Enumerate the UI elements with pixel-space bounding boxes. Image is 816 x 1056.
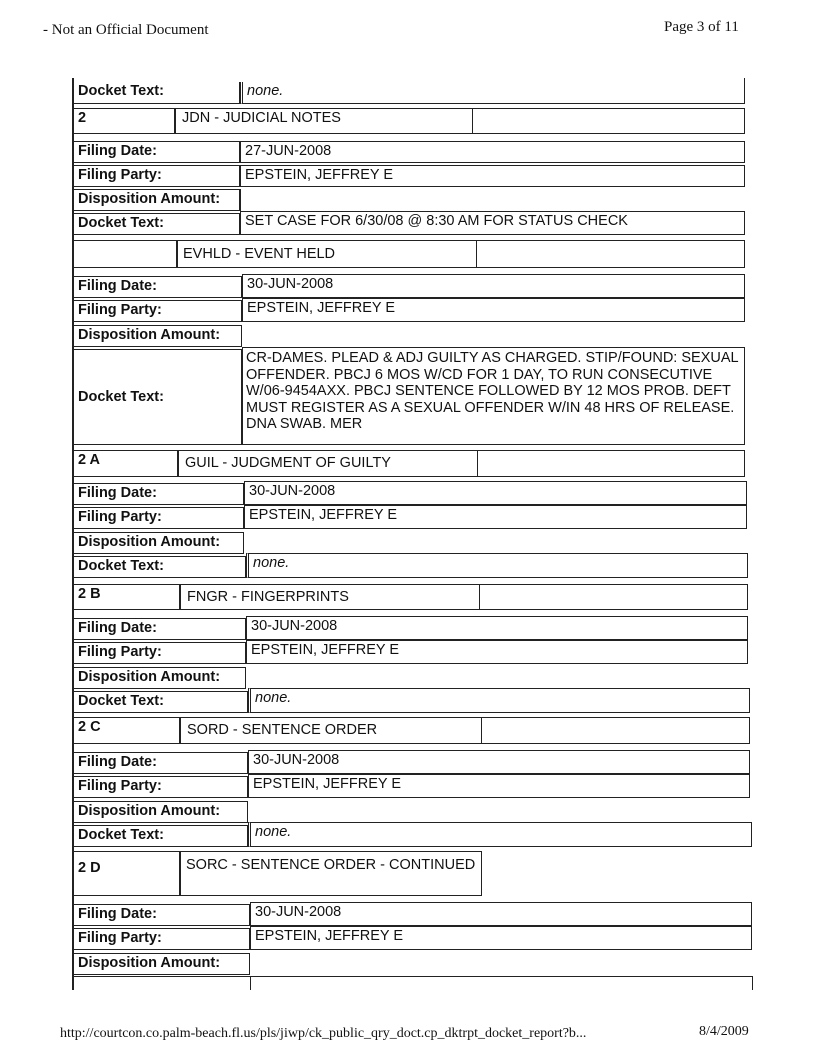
filing-date-value: 30-JUN-2008 (244, 481, 747, 505)
entry-code: GUIL - JUDGMENT OF GUILTY (178, 450, 478, 477)
docket-text-value: SET CASE FOR 6/30/08 @ 8:30 AM FOR STATUS CHECK (240, 211, 745, 235)
disposition-amount-value (242, 325, 745, 347)
entry-number: 2 C (72, 717, 180, 744)
filing-party-value: EPSTEIN, JEFFREY E (242, 298, 745, 322)
entry-row-filler (473, 108, 745, 134)
docket-text-value: none. (246, 553, 748, 578)
filing-party-value: EPSTEIN, JEFFREY E (240, 165, 745, 187)
filing-date-value: 30-JUN-2008 (246, 616, 748, 640)
page-number: Page 3 of 11 (664, 19, 739, 35)
filing-party-label: Filing Party: (72, 642, 246, 664)
disposition-amount-label: Disposition Amount: (72, 325, 242, 347)
filing-party-label: Filing Party: (72, 507, 244, 529)
entry-code: FNGR - FINGERPRINTS (180, 584, 480, 610)
filing-party-value: EPSTEIN, JEFFREY E (246, 640, 748, 664)
filing-party-value: EPSTEIN, JEFFREY E (248, 774, 750, 798)
filing-date-value: 30-JUN-2008 (248, 750, 750, 774)
docket-text-value: none. (248, 822, 752, 847)
filing-date-label: Filing Date: (72, 141, 240, 163)
filing-date-value: 27-JUN-2008 (240, 141, 745, 163)
disposition-amount-value (250, 953, 752, 975)
disposition-amount-value (244, 532, 747, 554)
filing-date-label: Filing Date: (72, 483, 244, 505)
entry-number: 2 (72, 108, 175, 134)
filing-party-label: Filing Party: (72, 300, 242, 322)
disposition-amount-label: Disposition Amount: (72, 667, 246, 689)
disposition-amount-label: Disposition Amount: (72, 532, 244, 554)
docket-text-label: Docket Text: (72, 556, 246, 578)
filing-date-label: Filing Date: (72, 618, 246, 640)
disposition-amount-label: Disposition Amount: (72, 801, 248, 823)
entry-code: JDN - JUDICIAL NOTES (175, 108, 473, 134)
entry-code: SORD - SENTENCE ORDER (180, 717, 482, 744)
entry-row-filler (482, 717, 750, 744)
footer-url: http://courtcon.co.palm-beach.fl.us/pls/jiwp/ck_public_qry_doct.cp_dktrpt_docket_report?b... (60, 1026, 587, 1041)
entry-number (72, 240, 177, 268)
entry-row-filler (478, 450, 745, 477)
filing-party-label: Filing Party: (72, 928, 250, 950)
filing-party-value: EPSTEIN, JEFFREY E (250, 926, 752, 950)
filing-date-label: Filing Date: (72, 904, 250, 926)
entry-number: 2 D (72, 851, 180, 896)
cut-row-top (73, 976, 753, 977)
disposition-amount-label: Disposition Amount: (72, 189, 240, 211)
docket-text-label: Docket Text: (72, 825, 248, 847)
filing-date-label: Filing Date: (72, 276, 242, 298)
disposition-amount-value (248, 801, 750, 823)
docket-text-label: Docket Text: (72, 213, 240, 235)
disposition-amount-value (246, 667, 748, 689)
filing-party-value: EPSTEIN, JEFFREY E (244, 505, 747, 529)
docket-text-value: CR-DAMES. PLEAD & ADJ GUILTY AS CHARGED. STIP/FOUND: SEXUAL OFFENDER. PBCJ 6 MOS W/CD FOR 1 DAY, TO RUN CONSECUTIVE W/06-9454AXX. PBCJ SENTENCE FOLLOWED BY 12 MOS PROB. DEFT MUST REGISTER AS A SEXUAL OFFENDER W/IN 48 HRS OF RELEASE. DNA SWAB. MER (242, 347, 745, 445)
document-header-left: - Not an Official Document (43, 22, 209, 38)
entry-number: 2 A (72, 450, 178, 477)
docket-text-label: Docket Text: (72, 691, 248, 713)
filing-party-label: Filing Party: (72, 165, 240, 187)
cut-row-right (752, 976, 753, 990)
entry-code: SORC - SENTENCE ORDER - CONTINUED (180, 851, 482, 896)
disposition-amount-value (240, 189, 745, 211)
filing-date-value: 30-JUN-2008 (242, 274, 745, 298)
entry-row-filler (480, 584, 748, 610)
docket-text-value: none. (240, 82, 745, 104)
cut-row-divider (250, 976, 251, 990)
docket-text-value: none. (248, 688, 750, 713)
docket-text-label: Docket Text: (72, 82, 240, 104)
entry-number: 2 B (72, 584, 180, 610)
footer-date: 8/4/2009 (699, 1024, 749, 1039)
entry-code: EVHLD - EVENT HELD (177, 240, 477, 268)
disposition-amount-label: Disposition Amount: (72, 953, 250, 975)
docket-text-label: Docket Text: (72, 349, 242, 445)
filing-date-value: 30-JUN-2008 (250, 902, 752, 926)
entry-row-filler (477, 240, 745, 268)
filing-date-label: Filing Date: (72, 752, 248, 774)
filing-party-label: Filing Party: (72, 776, 248, 798)
